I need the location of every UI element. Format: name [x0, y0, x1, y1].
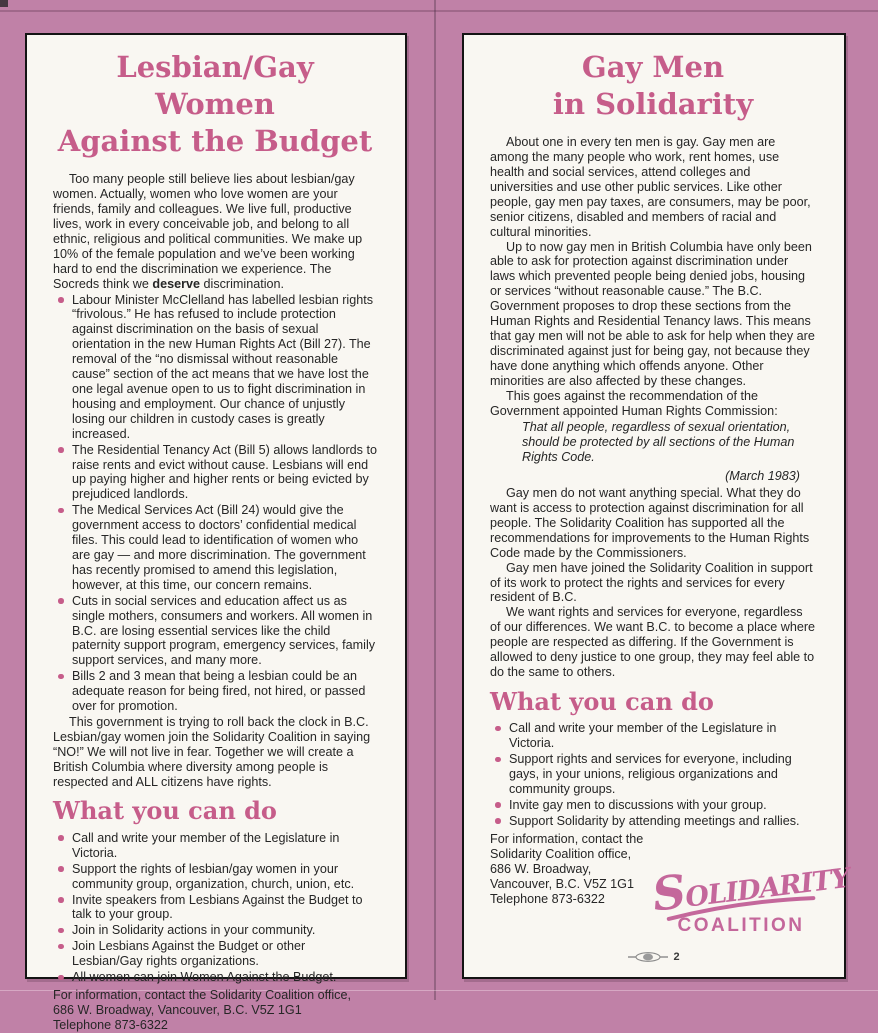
issues-list — [53, 293, 377, 714]
right-title-line2: in Solidarity — [552, 87, 754, 122]
intro-text-end: discrimination. — [200, 276, 285, 291]
contact-line: Solidarity Coalition office, — [490, 846, 632, 861]
body-paragraph: This goes against the recommendation of the Government appointed Human Rights Commission: — [490, 388, 778, 418]
center-fold-line — [434, 0, 436, 1000]
closing-paragraph: This government is trying to roll back the clock in B.C. Lesbian/gay women join the Solidarity Coalition in saying “NO!” We will not live in fear. Together we will create a British Columbia where diversity among people is respected and ALL citizens have rights. — [53, 714, 371, 789]
left-page-title — [53, 49, 377, 160]
intro-text: Too many people still believe lies about lesbian/gay women. Actually, women who love women are your friends, family and colleagues. We live full, productive lives, work in every conceivable job, and belong to all ethnic, religious and political communities. We make up 10% of the female population and we’ve been working hard to end the discrimination we experience. The Socreds think we — [53, 172, 363, 291]
contact-line: 686 W. Broadway, Vancouver, B.C. V5Z 1G1 — [53, 1002, 302, 1017]
action-item: Invite speakers from Lesbians Against the Budget to talk to your group. — [57, 893, 377, 923]
quote-date: (March 1983) — [725, 469, 800, 484]
action-item: Call and write your member of the Legislature in Victoria. — [494, 721, 816, 751]
action-item: Support the rights of lesbian/gay women in your community group, organization, church, union, etc. — [57, 862, 377, 892]
contact-line: For information, contact the — [490, 831, 644, 846]
contact-line: 686 W. Broadway, — [490, 861, 592, 876]
body-paragraph: About one in every ten men is gay. Gay men are among the many people who work, rent homes, use health and social services, attend colleges and universities and use other public services. Like other people, gay men pay taxes, are consumers, may be poor, senior citizens, disabled and members of racial and cultural minorities. — [490, 135, 811, 239]
body-paragraph: Up to now gay men in British Columbia have only been able to ask for protection against discrimination under laws which prevented people being denied jobs, housing or services “without reasonable cause.” The B.C. Government proposes to drop these sections from the Human Rights and Residential Tenancy laws. This means that gay men will not be able to ask for help when they are discriminated against just for being gay, not because they have done anything which offends anyone. Other minorities are also affected by these changes. — [490, 239, 815, 388]
page-number: 2 — [673, 951, 680, 963]
intro-paragraph — [53, 172, 377, 291]
right-page-title — [490, 49, 816, 123]
body-paragraph: Gay men have joined the Solidarity Coalition in support of its work to protect the rights and services for every resident of B.C. — [490, 560, 813, 605]
body-paragraph: We want rights and services for everyone, regardless of our differences. We want B.C. to become a place where people are respected as differing. If the Government is allowed to deny justice to one group, they may feel able to do the same to others. — [490, 605, 816, 679]
action-item: All women can join Women Against the Budget. — [57, 970, 377, 985]
contact-info — [53, 988, 377, 1033]
rights-commission-quote: That all people, regardless of sexual orientation, should be protected by all sections of the Human Rights Code. — [522, 420, 795, 465]
bullet-item: Cuts in social services and education affect us as single mothers, consumers and workers. All women in B.C. are losing essential services like the child paternity support program, emergency services, family support services, and many more. — [57, 594, 377, 669]
action-item: Join Lesbians Against the Budget or other Lesbian/Gay rights organizations. — [57, 939, 377, 969]
action-item: Join in Solidarity actions in your community. — [57, 923, 377, 938]
bullet-item: Bills 2 and 3 mean that being a lesbian could be an adequate reason for being fired, not hired, or passed over for promotion. — [57, 669, 377, 714]
left-title-line1: Lesbian/Gay Women — [116, 50, 314, 122]
scan-corner-mark — [0, 0, 8, 7]
solidarity-coalition-logo — [649, 861, 852, 937]
contact-line: Telephone 873-6322 — [53, 1017, 168, 1032]
contact-line: For information, contact the Solidarity Coalition office, — [53, 987, 351, 1002]
bullet-item: The Residential Tenancy Act (Bill 5) allows landlords to raise rents and evict without cause. Lesbians will end up paying higher and higher rents or being evicted by prejudiced landlords. — [57, 443, 377, 503]
action-item: Invite gay men to discussions with your group. — [494, 798, 816, 813]
action-item: Support Solidarity by attending meetings and rallies. — [494, 814, 816, 829]
page-footer-ornament — [464, 951, 844, 963]
right-page — [462, 33, 852, 979]
contact-line: Vancouver, B.C. V5Z 1G1 — [490, 876, 634, 891]
bullet-item: The Medical Services Act (Bill 24) would give the government access to doctors’ confidential medical files. This could lead to identification of women who are gay — and more discrimination. The government has recently promised to amend this legislation, however, at this time, our concern remains. — [57, 503, 377, 592]
coalition-wordmark: COALITION — [677, 915, 805, 936]
body-paragraph: Gay men do not want anything special. What they do want is access to protection against discrimination for all people. The Solidarity Coalition has supported all the recommendations for improvements to the Human Rights Code made by the Commissioners. — [490, 486, 810, 560]
top-fold-shadow — [0, 10, 878, 12]
solidarity-script-text: SOLIDARITY — [649, 862, 852, 922]
intro-bold-word: deserve — [152, 276, 201, 291]
right-title-line1: Gay Men — [581, 50, 725, 84]
action-item: Call and write your member of the Legislature in Victoria. — [57, 831, 377, 861]
left-page — [25, 33, 407, 1032]
contact-line: Telephone 873-6322 — [490, 891, 605, 906]
bullet-item: Labour Minister McClelland has labelled lesbian rights “frivolous.” He has refused to include protection against discrimination on the basis of sexual orientation in the new Human Rights Act (Bill 27). The removal of the “no dismissal without reasonable cause” section of the act means that we have lost the one legal avenue open to us to fight discrimination in housing and employment. Our chance of unjustly losing our children in custody cases is greatly increased. — [57, 293, 377, 442]
what-you-can-do-heading: What you can do — [490, 686, 714, 716]
action-item: Support rights and services for everyone, including gays, in your unions, religious organizations and community groups. — [494, 752, 816, 797]
left-title-line2: Against the Budget — [57, 124, 373, 159]
actions-list — [53, 831, 377, 985]
page-ornament-icon — [628, 952, 668, 962]
actions-list — [490, 721, 816, 828]
what-you-can-do-heading: What you can do — [53, 796, 277, 826]
